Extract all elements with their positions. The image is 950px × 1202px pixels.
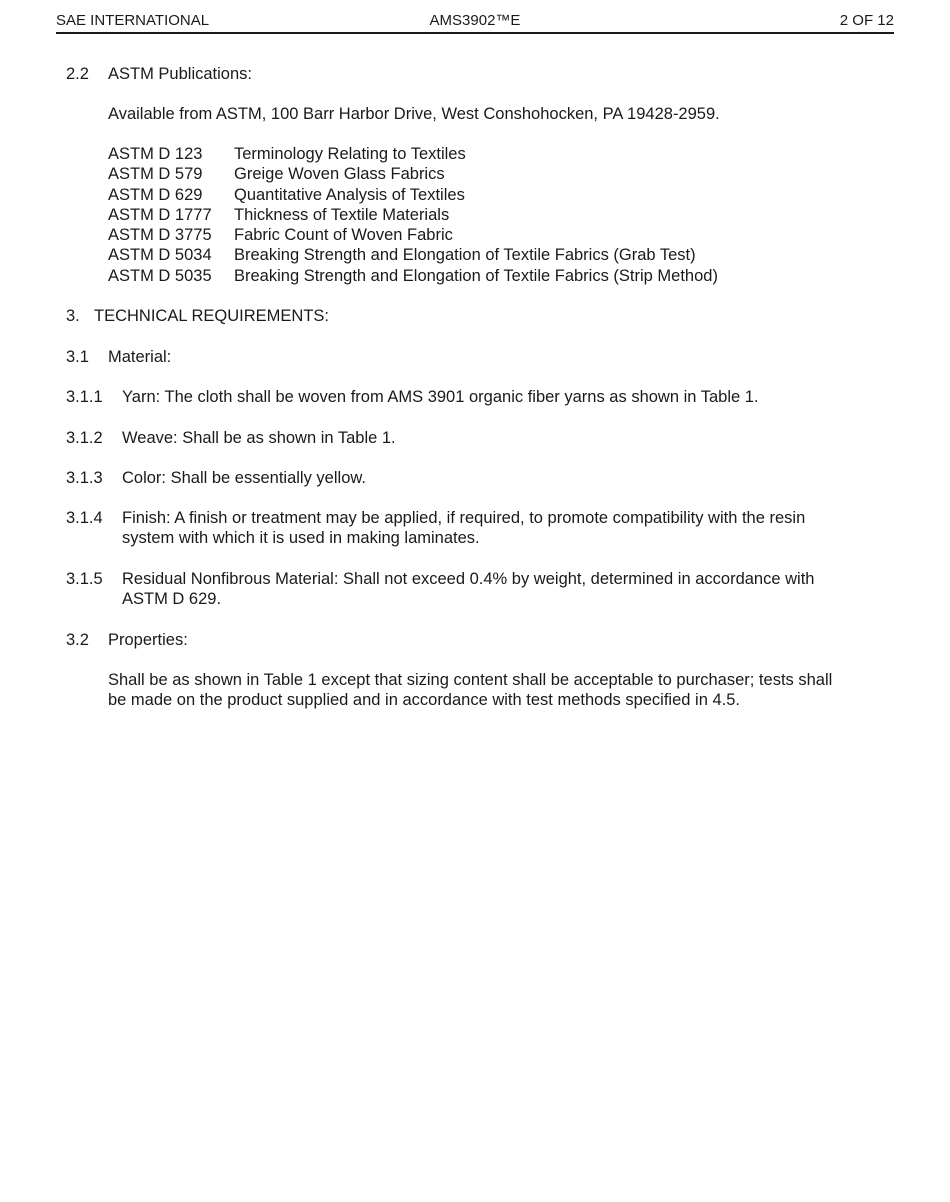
publication-title: Fabric Count of Woven Fabric [234, 226, 453, 245]
header-page-number: 2 OF 12 [839, 12, 894, 29]
section-text: Yarn: The cloth shall be woven from AMS 3901 organic fiber yarns as shown in Table 1. [122, 388, 759, 406]
publication-title: Breaking Strength and Elongation of Textile Fabrics (Strip Method) [234, 266, 718, 285]
section-number: 3.1.2 [66, 429, 103, 447]
header-document-id: AMS3902™E [429, 12, 521, 29]
section-number: 2.2 [66, 65, 89, 83]
publication-title: Greige Woven Glass Fabrics [234, 165, 445, 184]
section-number: 3.1.4 [66, 509, 103, 527]
publication-title: Terminology Relating to Textiles [234, 145, 466, 163]
section-3-1-4-continuation: system with which it is used in making laminates. [122, 529, 480, 547]
header-organization: SAE INTERNATIONAL [56, 12, 210, 29]
publication-code: ASTM D 579 [108, 165, 203, 184]
publication-title: Quantitative Analysis of Textiles [234, 185, 465, 204]
page-header [56, 10, 894, 34]
section-3-2-text-line-2: be made on the product supplied and in accordance with test methods specified in 4.5. [108, 691, 740, 709]
section-title: Material: [108, 348, 172, 366]
publication-code: ASTM D 5034 [108, 246, 212, 265]
section-number: 3.2 [66, 631, 89, 649]
section-3-2-text-line-1: Shall be as shown in Table 1 except that sizing content shall be acceptable to purchaser; tests shall [108, 671, 833, 689]
publication-code: ASTM D 123 [108, 145, 203, 163]
section-title: Properties: [108, 631, 188, 649]
section-number: 3.1.3 [66, 469, 103, 487]
section-title: TECHNICAL REQUIREMENTS: [94, 307, 329, 325]
section-title: ASTM Publications: [108, 65, 252, 83]
astm-availability-text: Available from ASTM, 100 Barr Harbor Drive, West Conshohocken, PA 19428-2959. [108, 105, 720, 123]
publication-code: ASTM D 3775 [108, 226, 212, 245]
section-number: 3.1.1 [66, 388, 103, 406]
publication-title: Thickness of Textile Materials [234, 205, 450, 224]
section-text-line-1: Finish: A finish or treatment may be applied, if required, to promote compatibility with the resin [122, 509, 806, 527]
publication-code: ASTM D 5035 [108, 266, 212, 285]
publication-code: ASTM D 629 [108, 185, 203, 204]
section-text: Weave: Shall be as shown in Table 1. [122, 429, 396, 447]
publication-title: Breaking Strength and Elongation of Textile Fabrics (Grab Test) [234, 246, 696, 265]
publication-code: ASTM D 1777 [108, 205, 212, 224]
section-number: 3.1 [66, 348, 89, 366]
section-3-1-5-continuation: ASTM D 629. [122, 590, 222, 608]
section-text-line-1: Residual Nonfibrous Material: Shall not exceed 0.4% by weight, determined in accordance with [122, 570, 815, 588]
section-number: 3. [66, 307, 80, 325]
section-text: Color: Shall be essentially yellow. [122, 469, 366, 487]
section-number: 3.1.5 [66, 570, 103, 588]
